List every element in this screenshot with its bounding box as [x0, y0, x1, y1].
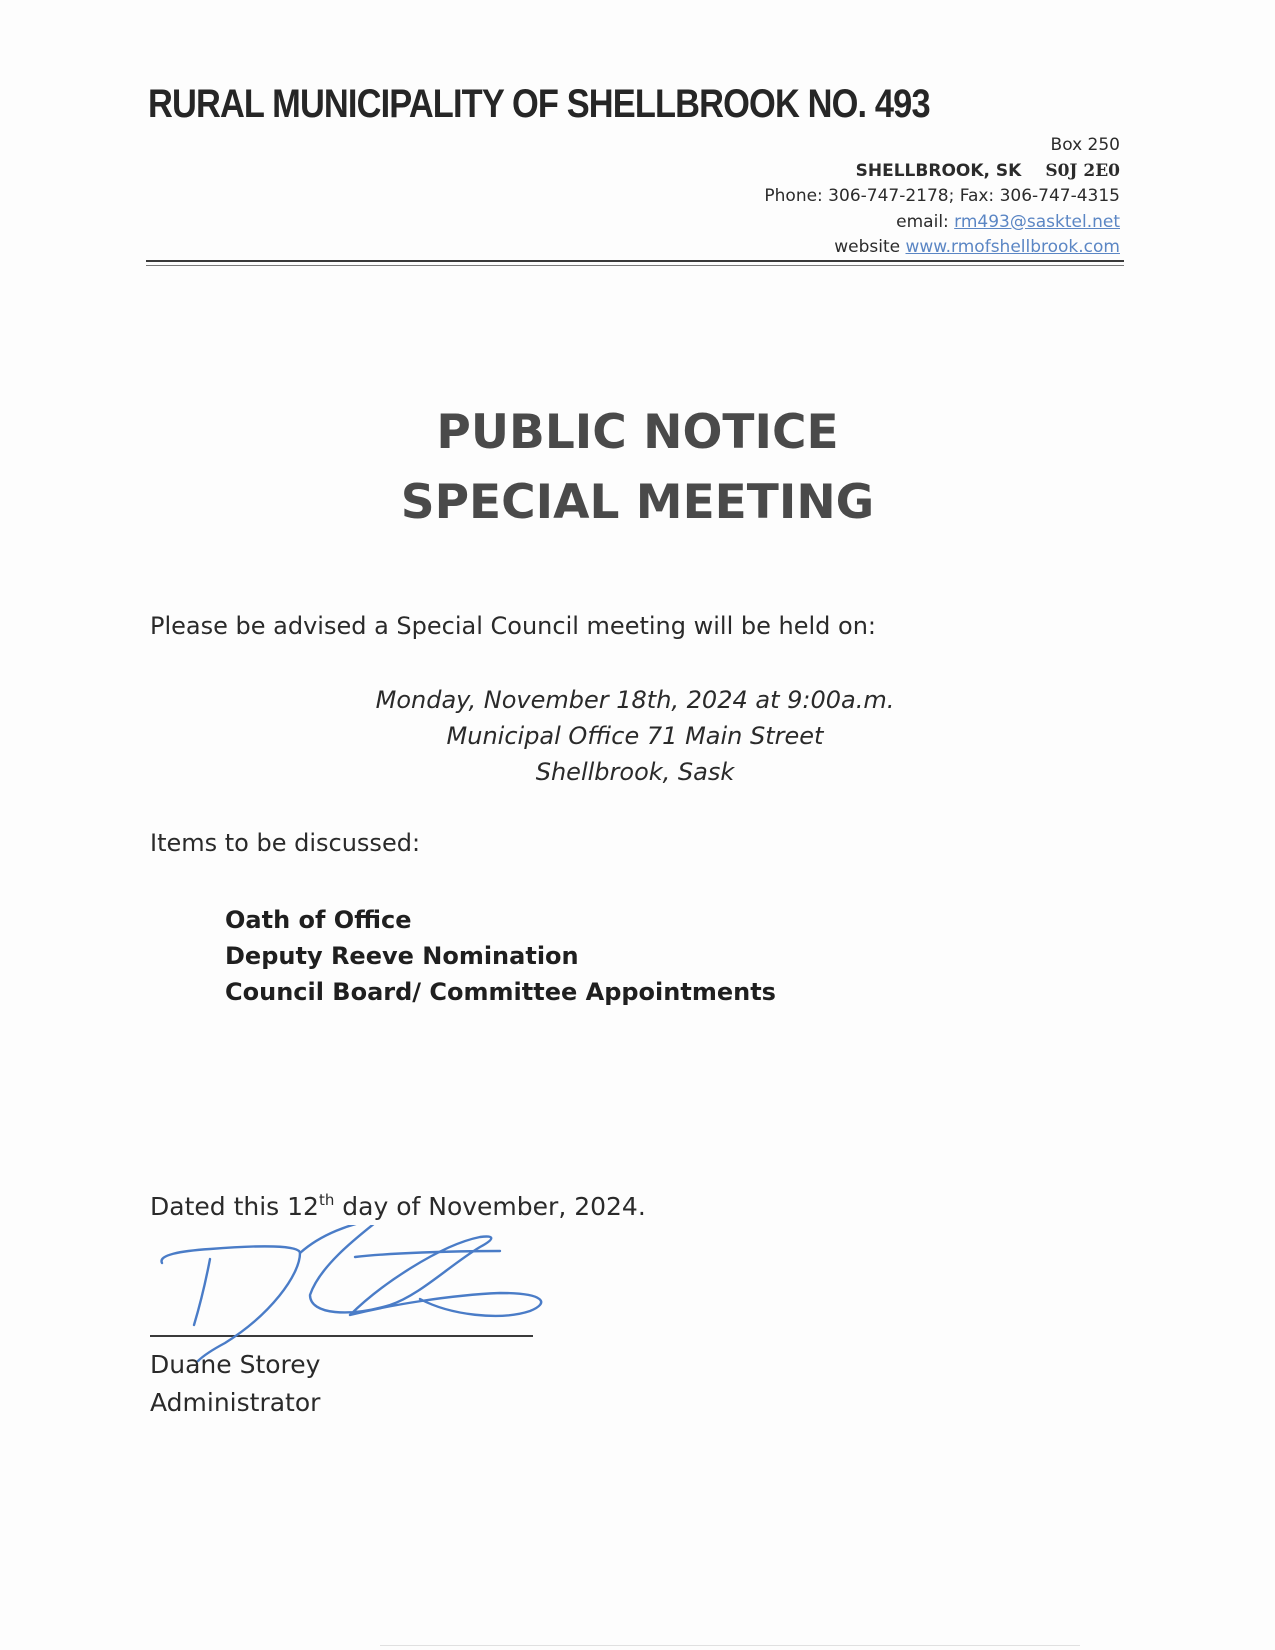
dated-ordinal: th: [318, 1191, 335, 1209]
website-link[interactable]: www.rmofshellbrook.com: [905, 237, 1120, 257]
header-divider-thin: [146, 265, 1124, 266]
notice-heading: [0, 398, 1275, 538]
list-item: Council Board/ Committee Appointments: [225, 978, 776, 1006]
intro-paragraph: Please be advised a Special Council meeting will be held on:: [150, 612, 876, 640]
website-line: [764, 235, 1120, 261]
box-number: Box 250: [1050, 135, 1120, 155]
notice-title-line2: SPECIAL MEETING: [400, 475, 875, 530]
phone-fax: Phone: 306-747-2178; Fax: 306-747-4315: [764, 186, 1120, 206]
list-item: Deputy Reeve Nomination: [225, 942, 579, 970]
notice-title-line1: PUBLIC NOTICE: [436, 405, 839, 460]
scan-edge: [380, 1645, 1080, 1646]
city-postal-line: [764, 159, 1120, 185]
signature-stroke: [355, 1251, 500, 1257]
signer-title: Administrator: [150, 1388, 321, 1417]
email-label: email:: [896, 211, 955, 232]
email-line: [764, 210, 1120, 236]
postal-code: S0J 2E0: [1045, 160, 1120, 181]
city-label: SHELLBROOK, SK: [855, 160, 1022, 181]
signature-stroke: [162, 1246, 300, 1361]
website-label: website: [834, 237, 906, 257]
signer-block: [150, 1346, 320, 1422]
meeting-details: [140, 682, 1130, 790]
meeting-town: Shellbrook, Sask: [535, 758, 735, 786]
meeting-date: Monday, November 18th, 2024 at 9:00a.m.: [375, 686, 895, 714]
municipality-title: RURAL MUNICIPALITY OF SHELLBROOK NO. 493: [148, 82, 930, 126]
items-heading: Items to be discussed:: [150, 829, 421, 857]
signature-stroke: [194, 1259, 210, 1325]
list-item: Oath of Office: [225, 906, 412, 934]
signer-name: Duane Storey: [150, 1350, 321, 1379]
signature-stroke: [300, 1225, 541, 1316]
dated-suffix: day of November, 2024.: [334, 1192, 646, 1221]
header-divider: [146, 260, 1124, 262]
agenda-items: [225, 902, 776, 1010]
email-link[interactable]: rm493@sasktel.net: [954, 211, 1120, 232]
contact-block: [764, 133, 1120, 261]
dated-prefix: Dated this 12: [150, 1192, 319, 1221]
meeting-place: Municipal Office 71 Main Street: [446, 722, 824, 750]
dated-line: [150, 1192, 646, 1221]
